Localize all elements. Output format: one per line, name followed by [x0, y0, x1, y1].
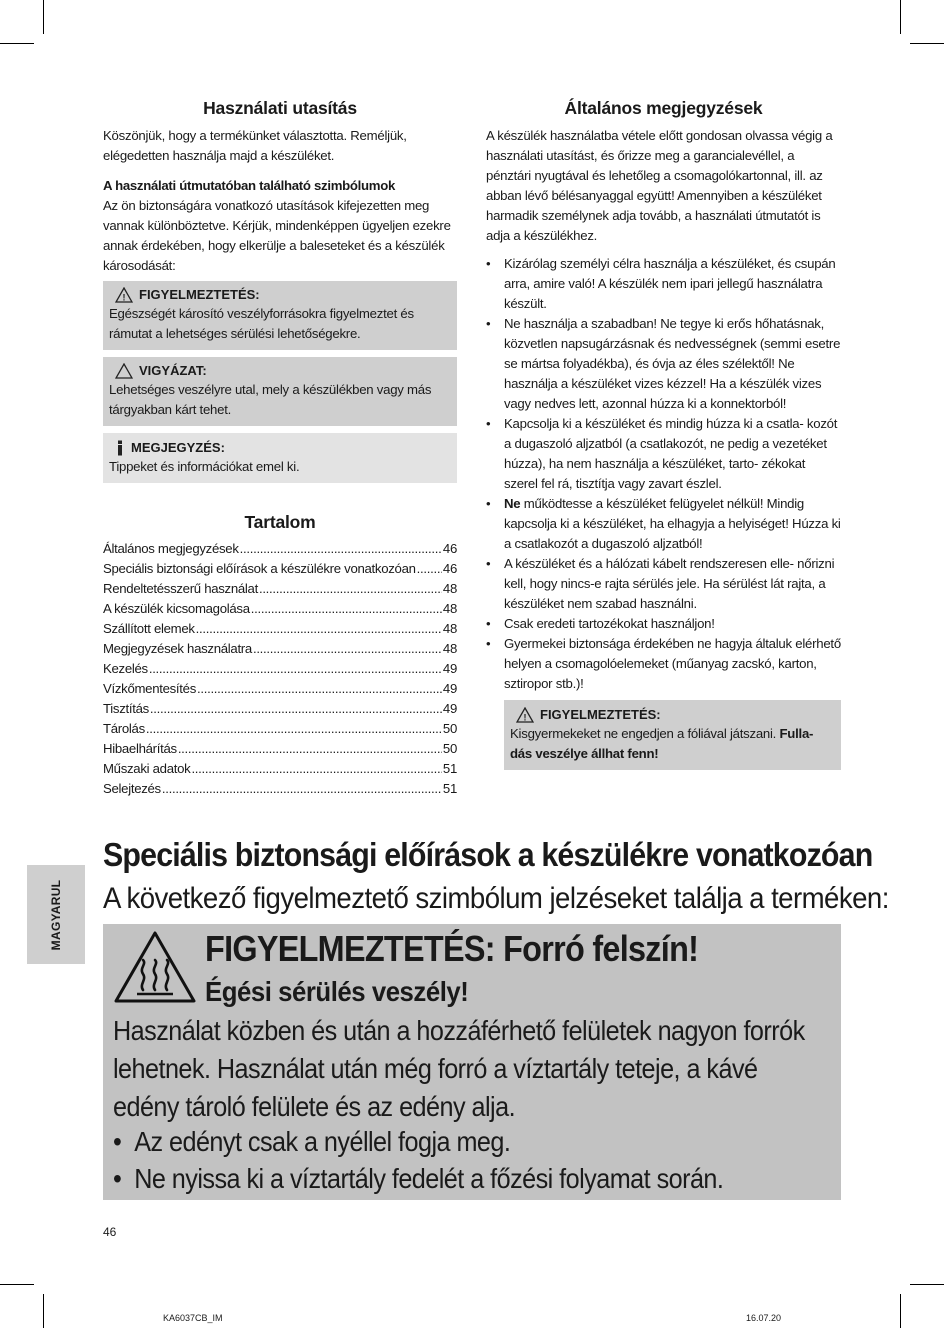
crop-mark [43, 0, 44, 34]
crop-mark [900, 1294, 901, 1328]
list-item: • Ne működtesse a készüléket felügyelet nélkül! Mindig kapcsolja ki a készüléket, ha elhagyja a helyiséget! Húzza ki a csatlakozót a dugaszoló aljzatból! [486, 494, 841, 554]
toc-item[interactable]: Speciális biztonsági előírások a készülékre vonatkozóan ..... 46 [103, 559, 457, 579]
toc-item[interactable]: Rendeltetésszerű használat ..... 48 [103, 579, 457, 599]
page-number: 46 [103, 1225, 117, 1239]
section-title: Speciális biztonsági előírások a készülékre vonatkozóan [103, 836, 873, 873]
crop-mark [900, 0, 901, 34]
left-column [103, 98, 457, 799]
right-column [486, 98, 841, 770]
caution-label: VIGYÁZAT: [139, 363, 207, 378]
note-box [103, 433, 457, 483]
suffocation-warning-text: Kisgyermekeket ne engedjen a fóliával játszani. Fulla- dás veszélye állhat fenn! [510, 726, 814, 761]
list-item: • Csak eredeti tartozékokat használjon! [486, 614, 841, 634]
warning-bullet: • Az edényt csak a nyéllel fogja meg. [113, 1126, 511, 1157]
caution-box [103, 357, 457, 426]
page-title: Használati utasítás [203, 98, 357, 118]
toc-item[interactable]: Kezelés ..... 49 [103, 659, 457, 679]
toc-item[interactable]: A készülék kicsomagolása ..... 48 [103, 599, 457, 619]
warning-box [103, 281, 457, 350]
intro-text: Köszönjük, hogy a termékünket választotta. Reméljük, elégedetten használja majd a készüléket. [103, 128, 407, 163]
crop-mark [0, 43, 34, 44]
language-side-tab [27, 865, 85, 964]
crop-mark [910, 43, 944, 44]
info-icon [115, 440, 125, 456]
safety-list [486, 254, 841, 694]
warning-label: FIGYELMEZTETÉS: [139, 287, 260, 302]
note-box-header [115, 439, 451, 457]
crop-mark [910, 1284, 944, 1285]
list-item: • Gyermekei biztonsága érdekében ne hagyja általuk elérhető helyen a csomagolóelemeket (műanyag zacskó, karton, sztiropor stb.)! [486, 634, 841, 694]
warning-triangle-icon [115, 287, 133, 303]
symbols-heading: A használati útmutatóban található szimbólumok [103, 178, 395, 193]
crop-mark [43, 1294, 44, 1328]
note-label: MEGJEGYZÉS: [131, 440, 225, 455]
list-item: • Kapcsolja ki a készüléket és mindig húzza ki a csatla- kozót a dugaszoló aljzatból (a csatlakozót, ne pedig a vezetéket húzza), ha nem használja a készüléket, tarto- zékokat szerel fel rá, tisztítja vagy zavart észlel. [486, 414, 841, 494]
warning-subheadline: Égési sérülés veszély! [205, 976, 469, 1007]
footer-file-id: KA6037CB_IM [163, 1313, 223, 1323]
symbols-text: Az ön biztonságára vonatkozó utasítások kifejezetten meg vannak különböztetve. Kérjük, mindenképpen ügyeljen ezekre annak érdekében, hogy elkerülje a baleseteket és a készülék károsodását: [103, 198, 451, 273]
svg-text:!: ! [523, 712, 527, 723]
warning-box-header [115, 286, 451, 304]
toc-item[interactable]: Megjegyzések használatra ..... 48 [103, 639, 457, 659]
caution-triangle-icon [115, 363, 133, 379]
toc-item[interactable]: Hibaelhárítás ..... 50 [103, 739, 457, 759]
footer-date: 16.07.20 [746, 1313, 782, 1323]
suffocation-warning-label: FIGYELMEZTETÉS: [540, 707, 661, 722]
svg-text:!: ! [122, 292, 126, 303]
toc-item[interactable]: Tárolás ..... 50 [103, 719, 457, 739]
list-item: • Kizárólag személyi célra használja a készüléket, és csupán arra, amire való! A készülék nem ipari jellegű használatra készült. [486, 254, 841, 314]
language-label: MAGYARUL [49, 879, 63, 951]
list-item: • Ne használja a szabadban! Ne tegye ki erős hőhatásnak, közvetlen napsugárzásnak és nedvességnek (semmi esetre se mártsa folyadékba), és óvja az éles szélektől! Ne használja a készüléket vizes kézzel! Ha a készülék vizes vagy nedves lett, azonnal húzza ki a konnektorból! [486, 314, 841, 414]
toc-item[interactable]: Általános megjegyzések ..... 46 [103, 539, 457, 559]
list-item: • A készüléket és a hálózati kábelt rendszeresen elle- nőrizni kell, hogy nincs-e rajta sérülés jele. Ha sérülést lát rajta, a készüléket nem szabad használni. [486, 554, 841, 614]
toc-item[interactable]: Selejtezés ..... 51 [103, 779, 457, 799]
hot-surface-warning [103, 924, 841, 1200]
warning-text: Egészségét károsító veszélyforrásokra figyelmeztet és rámutat a lehetséges sérülési lehetőségekre. [109, 306, 414, 341]
bold-ne: Ne [504, 496, 521, 511]
toc-item[interactable]: Vízkőmentesítés ..... 49 [103, 679, 457, 699]
suffocation-warning-header [516, 706, 835, 724]
crop-mark [0, 1284, 34, 1285]
warning-triangle-icon [516, 707, 534, 723]
toc-item[interactable]: Műszaki adatok ..... 51 [103, 759, 457, 779]
hot-surface-icon [113, 930, 197, 1004]
general-notes-title: Általános megjegyzések [564, 98, 763, 118]
caution-box-header [115, 362, 451, 380]
toc-title: Tartalom [244, 512, 316, 532]
section-subtitle: A következő figyelmeztető szimbólum jelzéseket találja a terméken: [103, 882, 889, 915]
toc-item[interactable]: Tisztítás ..... 49 [103, 699, 457, 719]
warning-body-text: Használat közben és után a hozzáférhető felületek nagyon forrók lehetnek. Használat után még forró a víztartály teteje, a kávé edény tároló felülete és az edény alja. [113, 1015, 805, 1122]
toc-item[interactable]: Szállított elemek ..... 48 [103, 619, 457, 639]
warning-headline: FIGYELMEZTETÉS: Forró felszín! [205, 928, 699, 969]
warning-bullet: • Ne nyissa ki a víztartály fedelét a főzési folyamat során. [113, 1163, 724, 1194]
general-notes-intro: A készülék használatba vétele előtt gondosan olvassa végig a használati utasítást, és őrizze meg a garancialevéllel, a pénztári nyugtával és lehetőleg a csomagolókartonnal, ill. az abban lévő bélésanyaggal együtt! Amennyiben a készüléket harmadik személynek adja tovább, a használati útmutatót is adja a készülékhez. [486, 128, 833, 243]
caution-text: Lehetséges veszélyre utal, mely a készülékben vagy más tárgyakban kárt tehet. [109, 382, 432, 417]
table-of-contents [103, 539, 457, 799]
suffocation-warning-box [504, 700, 841, 770]
note-text: Tippeket és információkat emel ki. [109, 459, 300, 474]
